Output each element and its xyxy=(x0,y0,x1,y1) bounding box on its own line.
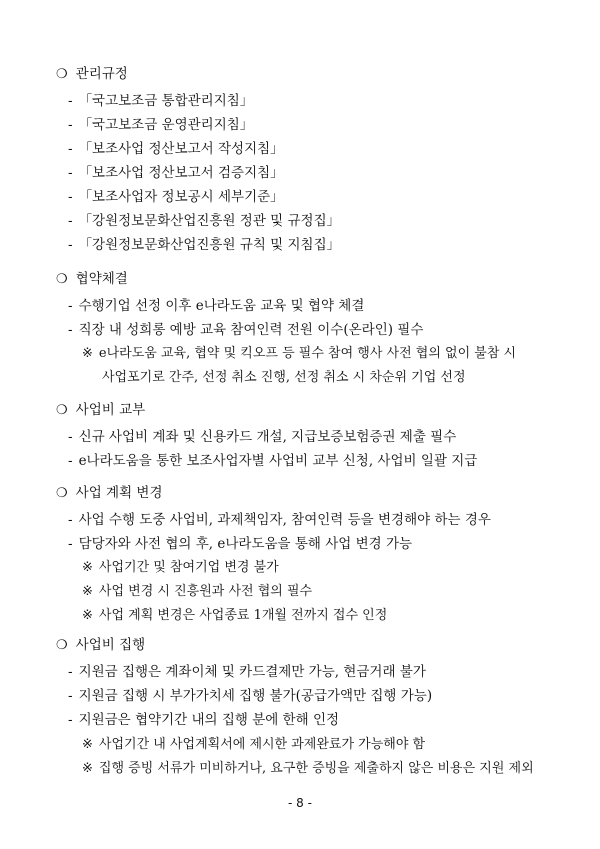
section-heading-grant xyxy=(56,398,145,418)
list-item: - 신규 사업비 계좌 및 신용카드 개설, 지급보증보험증권 제출 필수 xyxy=(68,429,457,445)
section-title: 사업비 집행 xyxy=(75,637,146,653)
list-item: - 「강원정보문화산업진흥원 정관 및 규정집」 xyxy=(68,213,341,229)
note-mark-icon: ※ xyxy=(82,560,93,575)
list-item: - 사업 수행 도중 사업비, 과제책임자, 참여인력 등을 변경해야 하는 경우 xyxy=(68,512,491,528)
list-item: - 수행기업 선정 이후 e나라도움 교육 및 협약 체결 xyxy=(68,298,365,314)
section-heading-plan-change xyxy=(56,481,163,501)
section-title: 사업 계획 변경 xyxy=(75,485,163,501)
section-heading-execution xyxy=(56,633,145,653)
circle-bullet-icon: ❍ xyxy=(56,272,68,287)
note-mark-icon: ※ xyxy=(82,737,93,752)
list-item: - 「보조사업 정산보고서 검증지침」 xyxy=(68,165,284,181)
note-mark-icon: ※ xyxy=(82,608,93,623)
note-item: ※ 사업기간 및 참여기업 변경 불가 xyxy=(82,560,279,575)
note-item: ※ e나라도움 교육, 협약 및 킥오프 등 필수 참여 행사 사전 협의 없이 불참 시 xyxy=(82,346,517,361)
list-item: - 지원금 집행 시 부가가치세 집행 불가(공급가액만 집행 가능) xyxy=(68,688,433,704)
note-mark-icon: ※ xyxy=(82,346,93,361)
note-item: ※ 집행 증빙 서류가 미비하거나, 요구한 증빙을 제출하지 않은 비용은 지원 제외 xyxy=(82,761,534,776)
list-item: - 직장 내 성희롱 예방 교육 참여인력 전원 이수(온라인) 필수 xyxy=(68,322,424,338)
list-item: - 「국고보조금 통합관리지침」 xyxy=(68,93,254,109)
circle-bullet-icon: ❍ xyxy=(56,638,68,653)
circle-bullet-icon: ❍ xyxy=(56,403,68,418)
list-item: - 「국고보조금 운영관리지침」 xyxy=(68,117,254,133)
section-heading-agreement xyxy=(56,267,128,287)
section-title: 사업비 교부 xyxy=(75,402,146,418)
section-title: 관리규정 xyxy=(75,66,128,82)
circle-bullet-icon: ❍ xyxy=(56,67,68,82)
note-continuation: 사업포기로 간주, 선정 취소 진행, 선정 취소 시 차순위 기업 선정 xyxy=(102,370,466,385)
list-item: - 「보조사업자 정보공시 세부기준」 xyxy=(68,189,284,205)
note-mark-icon: ※ xyxy=(82,584,93,599)
list-item: - 「강원정보문화산업진흥원 규칙 및 지침집」 xyxy=(68,237,341,253)
section-heading-regulations xyxy=(56,62,128,82)
circle-bullet-icon: ❍ xyxy=(56,486,68,501)
list-item: - 지원금 집행은 계좌이체 및 카드결제만 가능, 현금거래 불가 xyxy=(68,664,426,680)
note-item: ※ 사업기간 내 사업계획서에 제시한 과제완료가 가능해야 함 xyxy=(82,737,426,752)
section-title: 협약체결 xyxy=(75,271,128,287)
list-item: - 지원금은 협약기간 내의 집행 분에 한해 인정 xyxy=(68,712,340,728)
note-item: ※ 사업 변경 시 진흥원과 사전 협의 필수 xyxy=(82,584,313,599)
page-number: - 8 - xyxy=(288,796,312,810)
list-item: - e나라도움을 통한 보조사업자별 사업비 교부 신청, 사업비 일괄 지급 xyxy=(68,453,478,469)
list-item: - 「보조사업 정산보고서 작성지침」 xyxy=(68,141,284,157)
note-mark-icon: ※ xyxy=(82,761,93,776)
note-item: ※ 사업 계획 변경은 사업종료 1개월 전까지 접수 인정 xyxy=(82,608,388,623)
list-item: - 담당자와 사전 협의 후, e나라도움을 통해 사업 변경 가능 xyxy=(68,536,413,552)
